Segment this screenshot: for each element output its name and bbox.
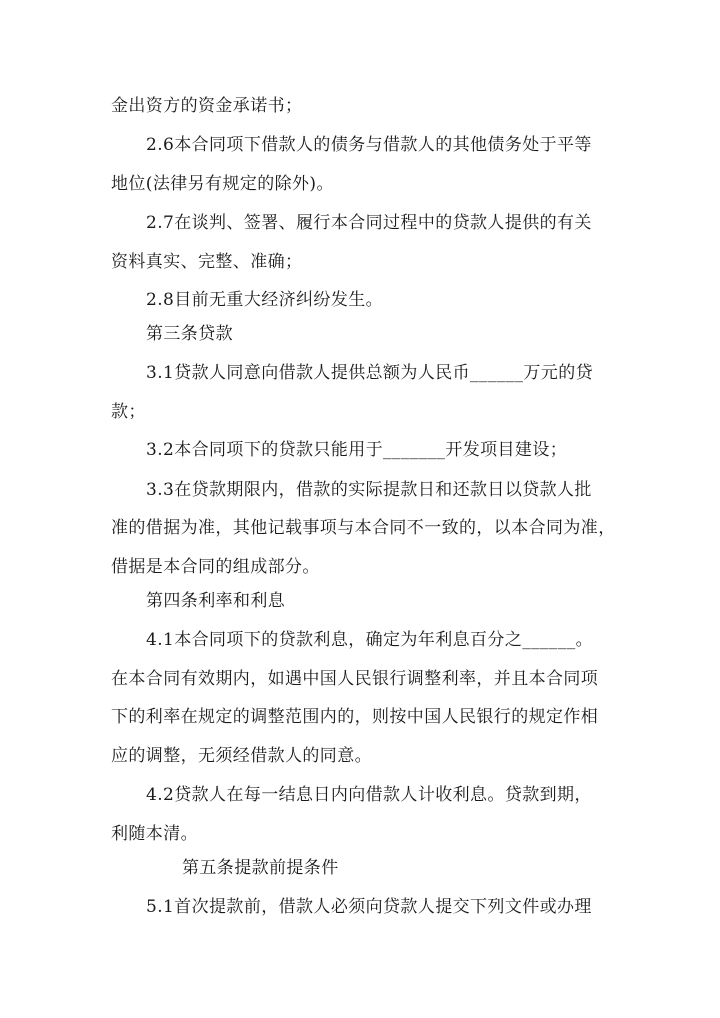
text-line: 借据是本合同的组成部分。	[111, 557, 320, 577]
text-line: 2.7在谈判、签署、履行本合同过程中的贷款人提供的有关	[146, 213, 592, 233]
section-heading: 第三条贷款	[146, 324, 233, 344]
text-line: 3.3在贷款期限内，借款的实际提款日和还款日以贷款人批	[146, 480, 592, 500]
text-line: 利随本清。	[111, 824, 198, 844]
text-line: 金出资方的资金承诺书；	[111, 96, 303, 116]
text-line: 4.2贷款人在每一结息日内向借款人计收利息。贷款到期，	[146, 785, 592, 805]
section-heading: 第四条利率和利息	[146, 591, 286, 611]
text-line: 2.6本合同项下借款人的债务与借款人的其他债务处于平等	[146, 135, 592, 155]
section-heading: 第五条提款前提条件	[182, 858, 339, 878]
text-line: 在本合同有效期内，如遇中国人民银行调整利率，并且本合同项	[111, 669, 599, 689]
text-line: 资料真实、完整、准确；	[111, 252, 303, 272]
text-line: 款；	[111, 402, 146, 422]
text-line: 地位(法律另有规定的除外)。	[111, 174, 334, 194]
text-line: 3.2本合同项下的贷款只能用于_______开发项目建设；	[146, 440, 568, 460]
text-line: 应的调整，无须经借款人的同意。	[111, 746, 372, 766]
text-line: 2.8目前无重大经济纠纷发生。	[146, 290, 384, 310]
text-line: 4.1本合同项下的贷款利息，确定为年利息百分之______。	[146, 630, 594, 650]
text-line: 准的借据为准，其他记载事项与本合同不一致的，以本合同为准，	[111, 518, 616, 538]
text-line: 下的利率在规定的调整范围内的，则按中国人民银行的规定作相	[111, 707, 599, 727]
text-line: 3.1贷款人同意向借款人提供总额为人民币______万元的贷	[146, 363, 594, 383]
text-line: 5.1首次提款前，借款人必须向贷款人提交下列文件或办理	[146, 897, 592, 917]
